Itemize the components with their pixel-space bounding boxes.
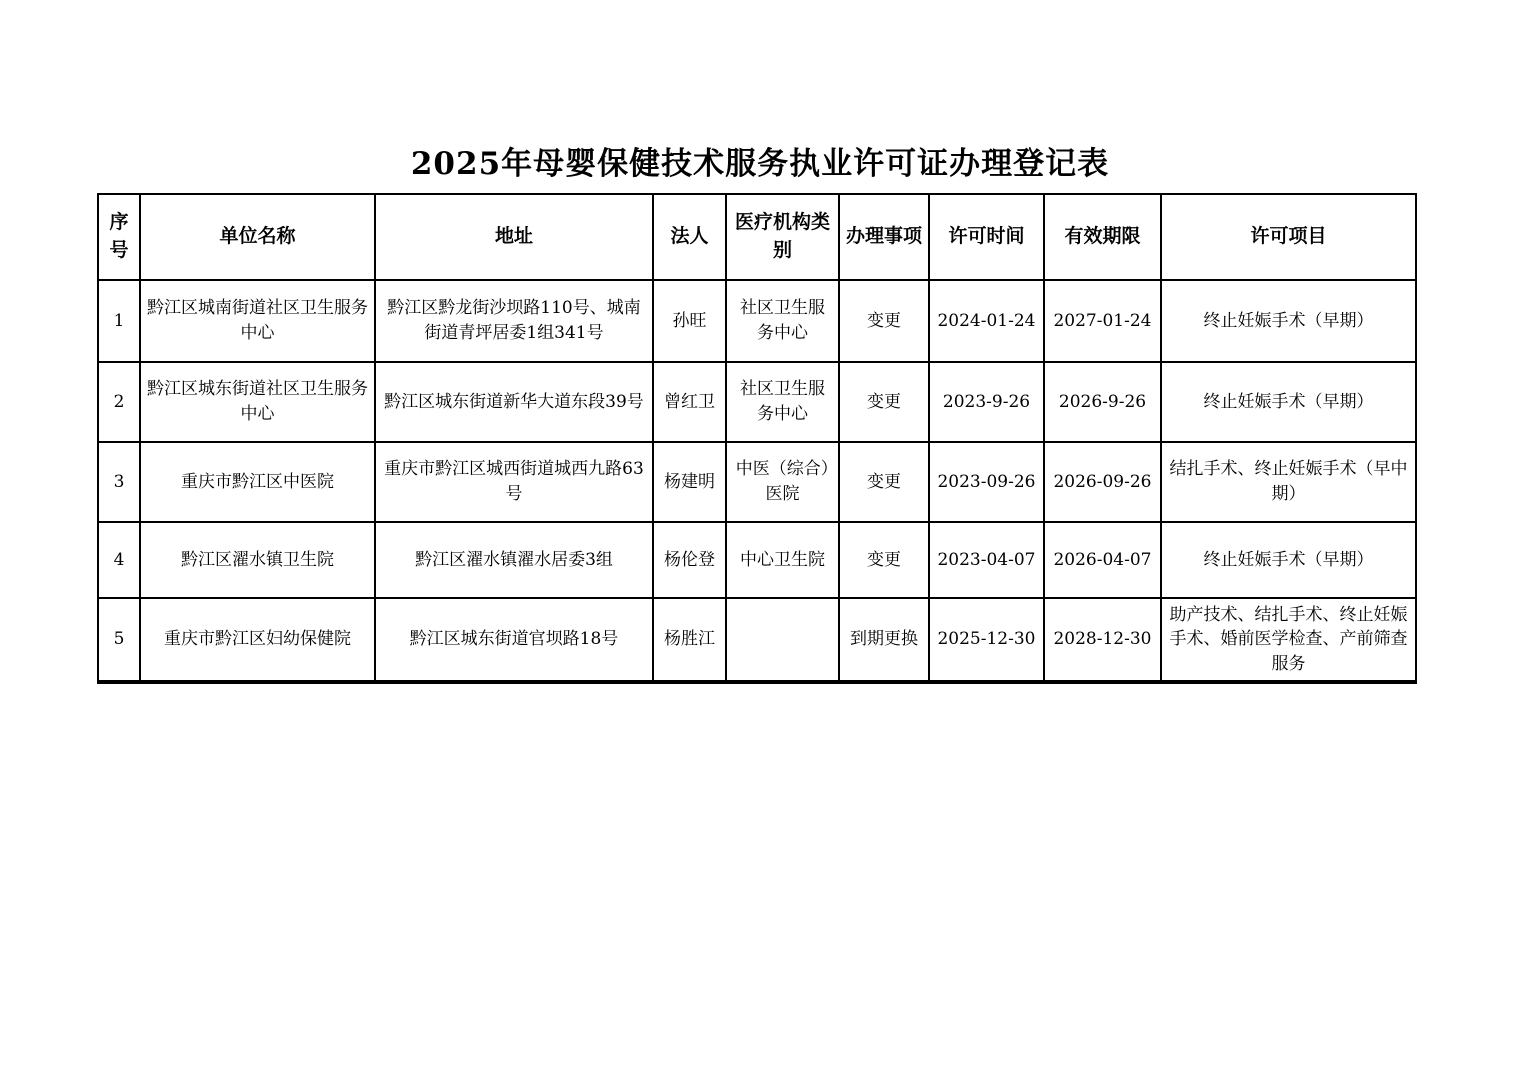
- cell-institution-category: 社区卫生服务中心: [726, 280, 839, 362]
- cell-legal-person: 曾红卫: [653, 362, 726, 442]
- header-matter: 办理事项: [839, 194, 929, 280]
- cell-index: 1: [98, 280, 140, 362]
- cell-license-items: 结扎手术、终止妊娠手术（早中期）: [1161, 442, 1416, 522]
- cell-validity-period: 2027-01-24: [1044, 280, 1161, 362]
- cell-unit-name: 黔江区城南街道社区卫生服务中心: [140, 280, 375, 362]
- registration-table: [97, 193, 1417, 684]
- table-row: [98, 362, 1416, 442]
- header-institution-category: 医疗机构类别: [726, 194, 839, 280]
- cell-institution-category: 中心卫生院: [726, 522, 839, 598]
- cell-unit-name: 重庆市黔江区妇幼保健院: [140, 598, 375, 682]
- cell-address: 黔江区濯水镇濯水居委3组: [375, 522, 653, 598]
- cell-license-date: 2024-01-24: [929, 280, 1044, 362]
- cell-license-date: 2023-09-26: [929, 442, 1044, 522]
- cell-validity-period: 2026-04-07: [1044, 522, 1161, 598]
- cell-validity-period: 2026-09-26: [1044, 442, 1161, 522]
- cell-index: 3: [98, 442, 140, 522]
- cell-license-date: 2023-04-07: [929, 522, 1044, 598]
- cell-matter: 变更: [839, 362, 929, 442]
- cell-matter: 到期更换: [839, 598, 929, 682]
- cell-index: 4: [98, 522, 140, 598]
- header-license-items: 许可项目: [1161, 194, 1416, 280]
- header-license-date: 许可时间: [929, 194, 1044, 280]
- table-row: [98, 280, 1416, 362]
- cell-address: 黔江区城东街道新华大道东段39号: [375, 362, 653, 442]
- cell-address: 黔江区城东街道官坝路18号: [375, 598, 653, 682]
- cell-license-items: 助产技术、结扎手术、终止妊娠手术、婚前医学检查、产前筛查服务: [1161, 598, 1416, 682]
- cell-legal-person: 杨伦登: [653, 522, 726, 598]
- cell-unit-name: 黔江区城东街道社区卫生服务中心: [140, 362, 375, 442]
- page-title: 2025年母婴保健技术服务执业许可证办理登记表: [410, 146, 1110, 182]
- header-row: [98, 194, 1416, 280]
- header-legal-person: 法人: [653, 194, 726, 280]
- cell-address: 黔江区黔龙街沙坝路110号、城南街道青坪居委1组341号: [375, 280, 653, 362]
- cell-validity-period: 2026-9-26: [1044, 362, 1161, 442]
- cell-validity-period: 2028-12-30: [1044, 598, 1161, 682]
- cell-matter: 变更: [839, 280, 929, 362]
- cell-legal-person: 杨建明: [653, 442, 726, 522]
- cell-institution-category: 社区卫生服务中心: [726, 362, 839, 442]
- header-unit-name: 单位名称: [140, 194, 375, 280]
- cell-license-date: 2023-9-26: [929, 362, 1044, 442]
- cell-matter: 变更: [839, 522, 929, 598]
- cell-index: 5: [98, 598, 140, 682]
- cell-matter: 变更: [839, 442, 929, 522]
- header-index: 序号: [98, 194, 140, 280]
- header-validity-period: 有效期限: [1044, 194, 1161, 280]
- cell-unit-name: 重庆市黔江区中医院: [140, 442, 375, 522]
- cell-index: 2: [98, 362, 140, 442]
- cell-license-items: 终止妊娠手术（早期）: [1161, 362, 1416, 442]
- table-row: [98, 442, 1416, 522]
- table-row: [98, 598, 1416, 682]
- cell-unit-name: 黔江区濯水镇卫生院: [140, 522, 375, 598]
- cell-license-items: 终止妊娠手术（早期）: [1161, 522, 1416, 598]
- cell-legal-person: 杨胜江: [653, 598, 726, 682]
- cell-license-items: 终止妊娠手术（早期）: [1161, 280, 1416, 362]
- header-address: 地址: [375, 194, 653, 280]
- cell-legal-person: 孙旺: [653, 280, 726, 362]
- cell-address: 重庆市黔江区城西街道城西九路63号: [375, 442, 653, 522]
- cell-license-date: 2025-12-30: [929, 598, 1044, 682]
- table-row: [98, 522, 1416, 598]
- cell-institution-category: [726, 598, 839, 682]
- cell-institution-category: 中医（综合）医院: [726, 442, 839, 522]
